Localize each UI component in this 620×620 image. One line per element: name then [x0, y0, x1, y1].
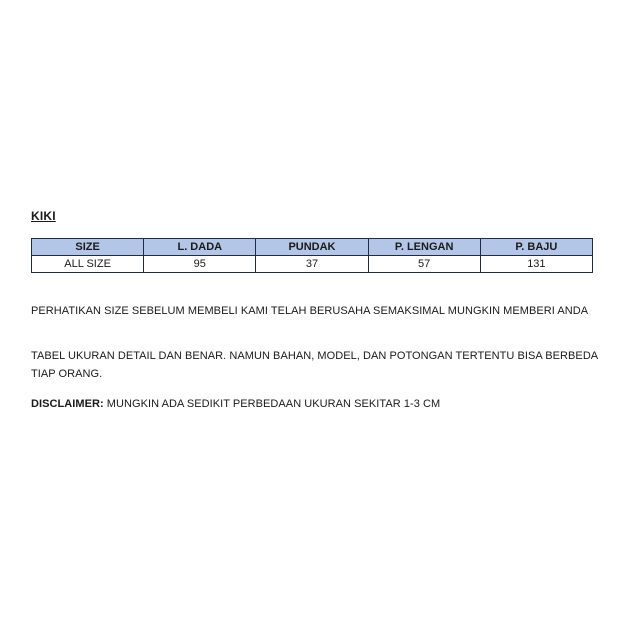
table-row: [32, 256, 593, 273]
size-table: [31, 238, 593, 273]
disclaimer-label: DISCLAIMER:: [31, 398, 104, 410]
document-title: KIKI: [31, 209, 56, 223]
table-header-row: [32, 239, 593, 256]
disclaimer-paragraph: [31, 395, 601, 413]
header-size: SIZE: [32, 239, 144, 256]
cell-lebar-dada: 95: [144, 256, 256, 273]
cell-panjang-lengan: 57: [368, 256, 480, 273]
header-pundak: PUNDAK: [256, 239, 368, 256]
cell-size: ALL SIZE: [32, 256, 144, 273]
note-paragraph-2: TABEL UKURAN DETAIL DAN BENAR. NAMUN BAHAN, MODEL, DAN POTONGAN TERTENTU BISA BERBEDA TIAP ORANG.: [31, 350, 598, 380]
cell-pundak: 37: [256, 256, 368, 273]
header-panjang-lengan: P. LENGAN: [368, 239, 480, 256]
note-paragraph-1: PERHATIKAN SIZE SEBELUM MEMBELI KAMI TELAH BERUSAHA SEMAKSIMAL MUNGKIN MEMBERI ANDA: [31, 305, 589, 317]
header-panjang-baju: P. BAJU: [480, 239, 592, 256]
disclaimer-text: MUNGKIN ADA SEDIKIT PERBEDAAN UKURAN SEKITAR 1-3 CM: [103, 398, 441, 410]
cell-panjang-baju: 131: [480, 256, 592, 273]
header-lebar-dada: L. DADA: [144, 239, 256, 256]
